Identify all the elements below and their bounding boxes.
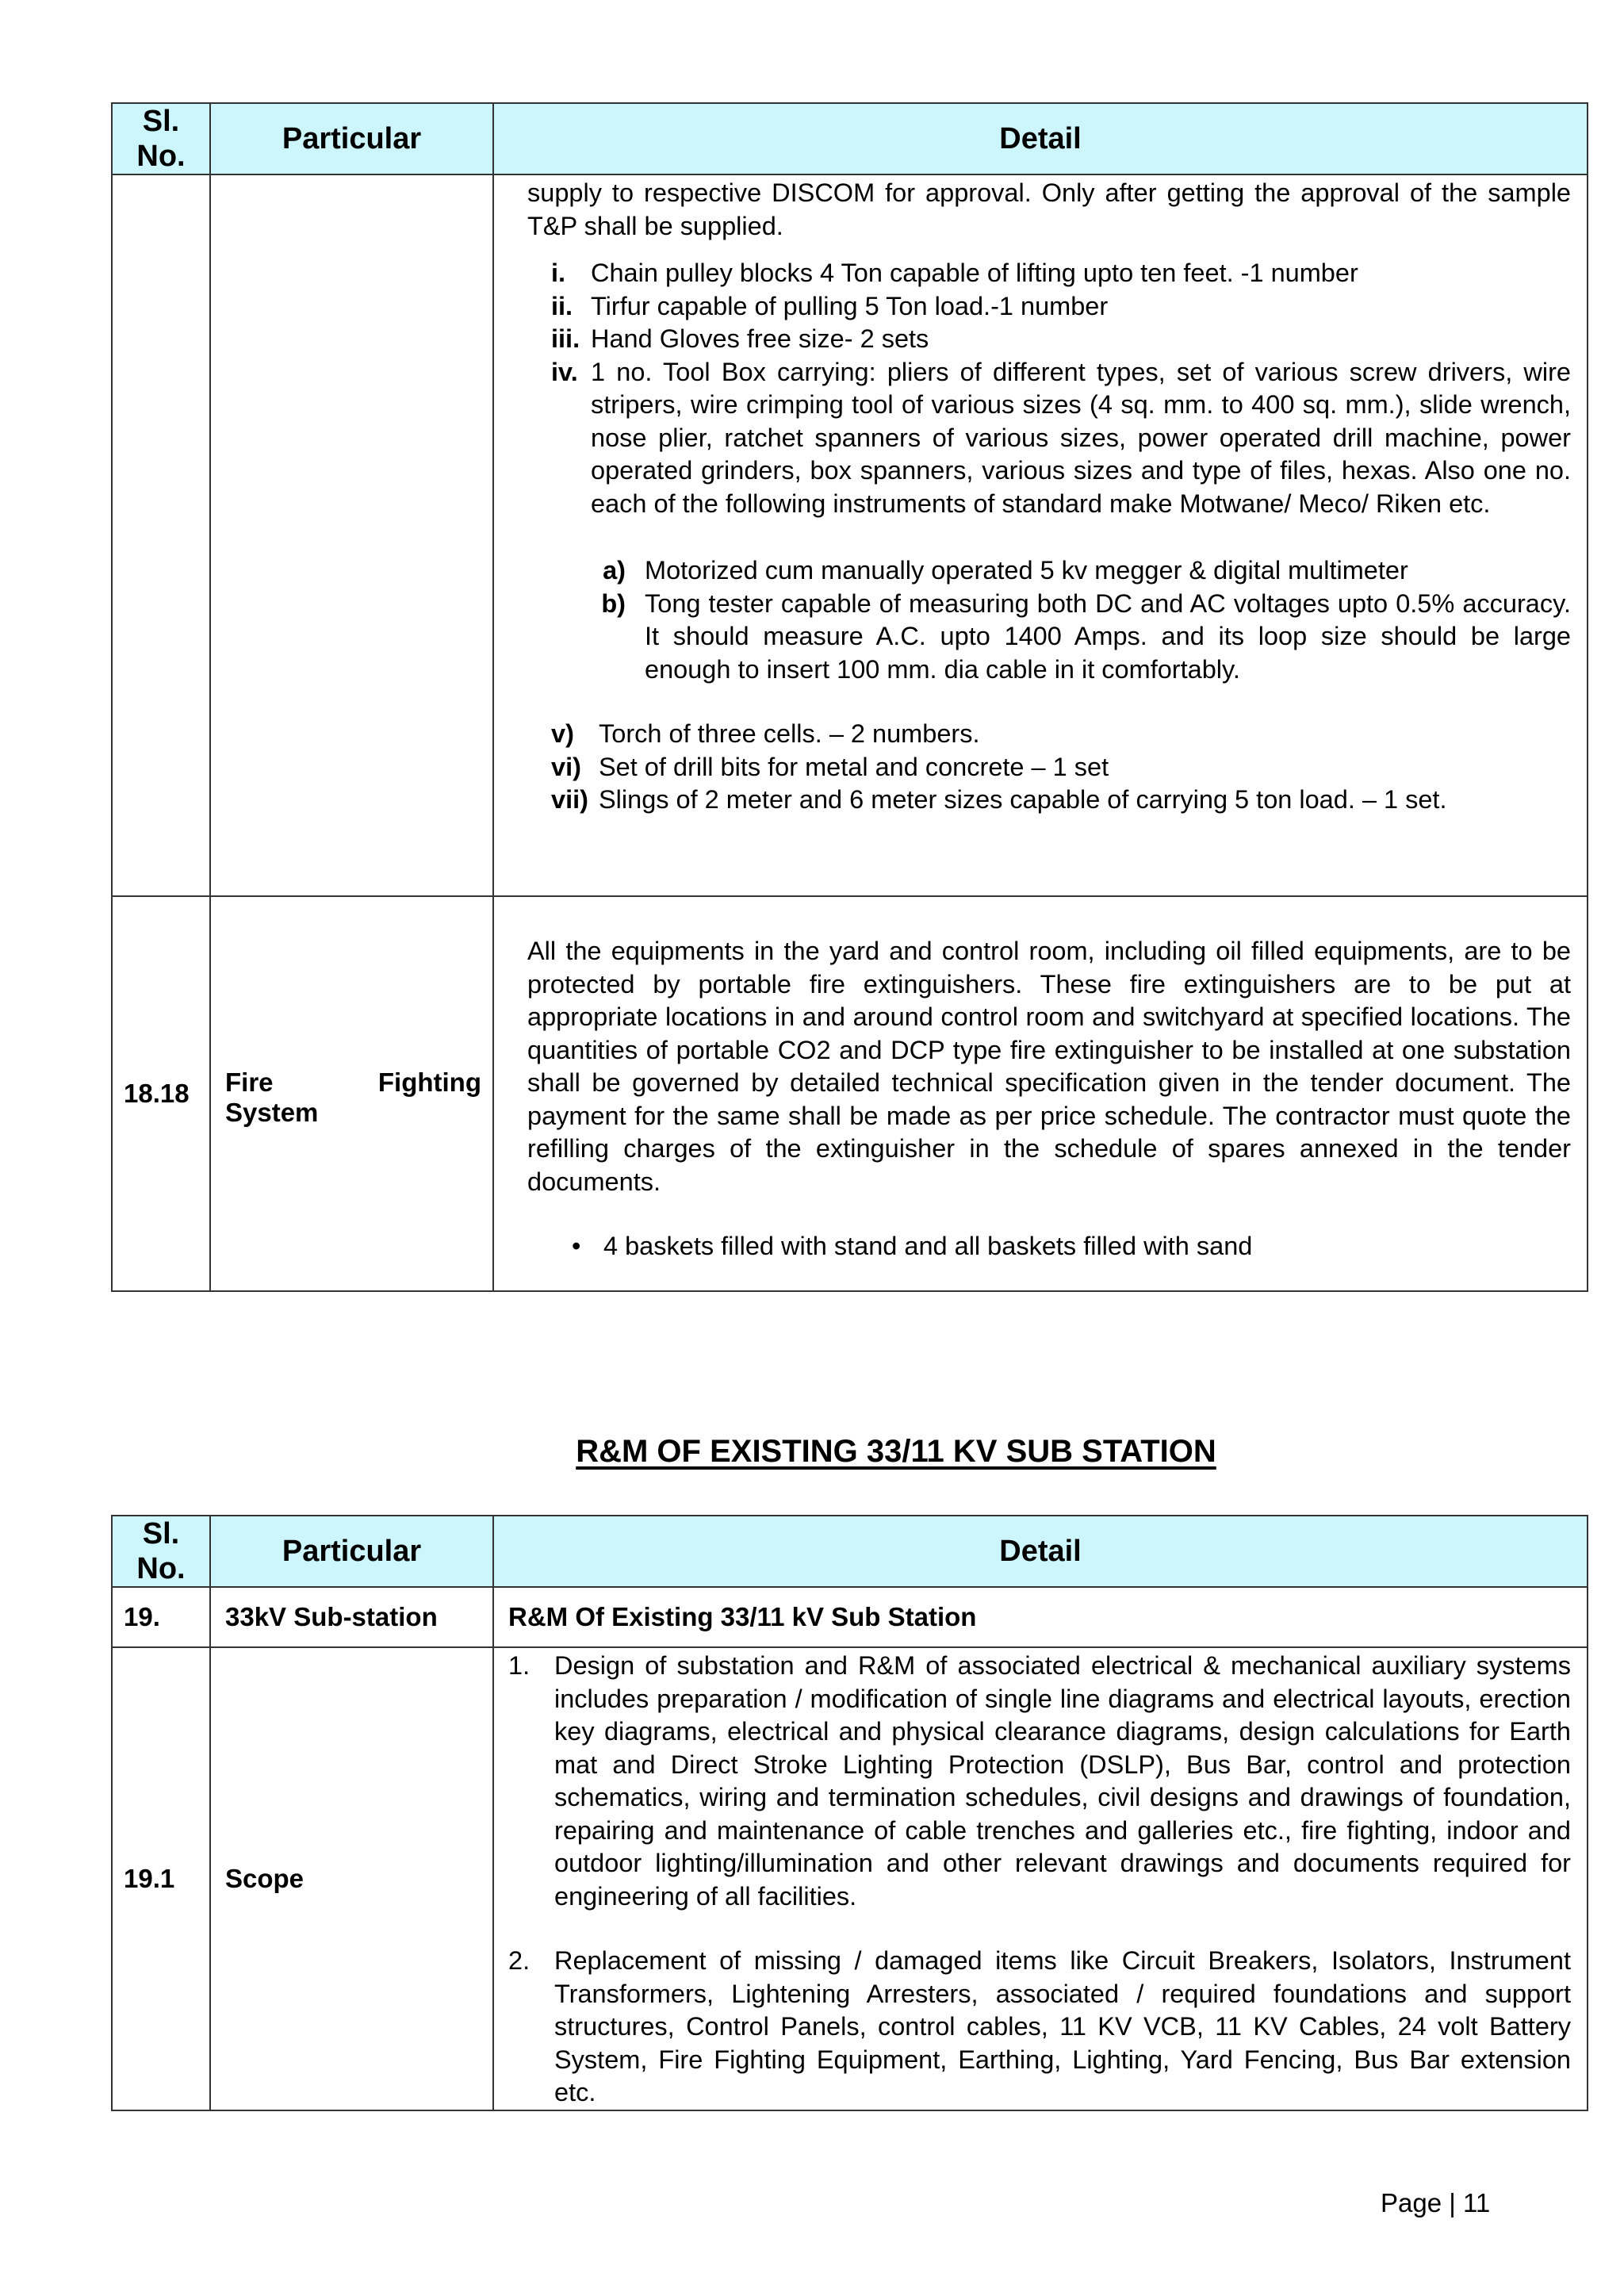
tools-list — [551, 257, 1571, 520]
sl-number: 19. — [112, 1587, 210, 1647]
list-item: iii. Hand Gloves free size- 2 sets — [551, 324, 929, 353]
list-item: iv. 1 no. Tool Box carrying: pliers of different types, set of various screw drivers, wire stripers, wire crimping tool of various sizes (4 sq. mm. to 400 sq. mm.), slide wrench, nose plier, ratchet spanners of various sizes, power operated drill machine, power operated grinders, box spanners, various sizes and type of files, hexas. Also one no. each of the following instruments of standard make Motwane/ Meco/ Riken etc. — [551, 357, 1571, 518]
header-sl-no: Sl. No. — [112, 1516, 210, 1587]
spec-table-2 — [111, 1515, 1588, 2111]
fire-paragraph: All the equipments in the yard and control room, including oil filled equipments, are to be protected by portable fire extinguishers. These fire extinguishers are to be put at appropriate locations in and around control room and switchyard at specified locations. The quantities of portable CO2 and DCP type fire extinguisher to be installed at one substation shall be governed by detailed technical specification given in the tender document. The payment for the same shall be made as per price schedule. The contractor must quote the refilling charges of the extinguisher in the schedule of spares annexed in the tender documents. — [527, 937, 1571, 1196]
detail-cell — [493, 896, 1588, 1291]
list-item: v) Torch of three cells. – 2 numbers. — [551, 719, 980, 748]
list-item: 2. Replacement of missing / damaged items like Circuit Breakers, Isolators, Instrument Transformers, Lightening Arresters, associated / required foundations and support structures, Control Panels, control cables, 11 KV VCB, 11 KV Cables, 24 volt Battery System, Fire Fighting Equipment, Earthing, Lighting, Yard Fencing, Bus Bar extension etc. — [508, 1946, 1571, 2106]
table-row — [112, 174, 1588, 896]
table-header-row — [112, 1516, 1588, 1587]
section-title: R&M OF EXISTING 33/11 KV SUB STATION — [576, 1434, 1216, 1469]
header-particular: Particular — [210, 1516, 493, 1587]
list-item: vi) Set of drill bits for metal and concrete – 1 set — [551, 752, 1109, 781]
table-header-row — [112, 103, 1588, 174]
header-particular: Particular — [210, 103, 493, 174]
table-row — [112, 1647, 1588, 2110]
table-row — [112, 1587, 1588, 1647]
spec-table-1 — [111, 102, 1588, 1292]
instruments-list — [597, 554, 1571, 686]
particular-label: Scope — [210, 1647, 493, 2110]
sl-cell-empty — [112, 174, 210, 896]
sl-number: 19.1 — [112, 1647, 210, 2110]
list-item: vii) Slings of 2 meter and 6 meter sizes capable of carrying 5 ton load. – 1 set. — [551, 785, 1447, 814]
list-item: b) Tong tester capable of measuring both DC and AC voltages upto 0.5% accuracy. It should measure A.C. upto 1400 Amps. and its loop size should be large enough to insert 100 mm. dia cable in it comfortably. — [601, 588, 1571, 684]
list-item: i. Chain pulley blocks 4 Ton capable of lifting upto ten feet. -1 number — [551, 259, 1358, 287]
bullet-icon: • — [572, 1232, 581, 1260]
sl-number: 18.18 — [112, 896, 210, 1291]
header-detail: Detail — [493, 103, 1588, 174]
list-item: a) Motorized cum manually operated 5 kv megger & digital multimeter — [603, 556, 1408, 585]
list-item: • 4 baskets filled with stand and all baskets filled with sand — [572, 1230, 1571, 1263]
list-item: ii. Tirfur capable of pulling 5 Ton load.-1 number — [551, 291, 1109, 320]
page-number: Page | 11 — [1381, 2188, 1491, 2217]
table-row — [112, 896, 1588, 1291]
intro-paragraph: supply to respective DISCOM for approval. Only after getting the approval of the sample T&P shall be supplied. — [527, 178, 1571, 240]
particular-label: 33kV Sub-station — [210, 1587, 493, 1647]
detail-cell — [493, 174, 1588, 896]
detail-cell — [493, 1647, 1588, 2110]
tools-list-continued — [551, 718, 1571, 817]
list-item: 1. Design of substation and R&M of associated electrical & mechanical auxiliary systems includes preparation / modification of single line diagrams and electrical layouts, erection key diagrams, electrical and physical clearance diagrams, design calculations for Earth mat and Direct Stroke Lighting Protection (DSLP), Bus Bar, control and protection schematics, wiring and termination schedules, civil designs and drawings of foundation, repairing and maintenance of cable trenches and galleries etc., fire fighting, indoor and outdoor lighting/illumination and other relevant drawings and documents required for engineering of all facilities. — [508, 1651, 1571, 1911]
particular-cell-empty — [210, 174, 493, 896]
particular-label: Fire Fighting System — [210, 896, 493, 1291]
header-sl-no: Sl. No. — [112, 103, 210, 174]
detail-heading: R&M Of Existing 33/11 kV Sub Station — [493, 1587, 1588, 1647]
header-detail: Detail — [493, 1516, 1588, 1587]
